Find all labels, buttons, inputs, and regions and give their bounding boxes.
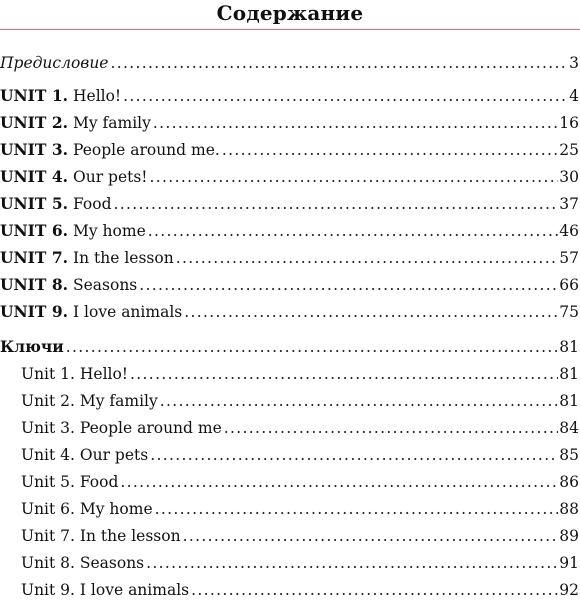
toc-entry-label xyxy=(0,191,112,217)
toc-entry-unit-8[interactable] xyxy=(0,272,580,298)
toc-entry-unit-3[interactable] xyxy=(0,137,580,163)
toc-entry-key-unit-1[interactable] xyxy=(0,361,580,387)
toc-page-number: 4 xyxy=(569,87,579,105)
unit-number: UNIT 1. xyxy=(0,86,69,105)
unit-title: My home xyxy=(73,222,146,240)
toc-page-number: 16 xyxy=(559,114,579,132)
toc-page-number: 75 xyxy=(559,303,579,321)
toc-page-number: 81 xyxy=(559,365,579,383)
unit-title: People around me. xyxy=(73,141,220,159)
unit-title: Seasons xyxy=(73,276,138,294)
dot-leader xyxy=(183,523,559,549)
unit-title: In the lesson xyxy=(73,249,174,267)
toc-entry-key-unit-7[interactable] xyxy=(0,523,580,549)
dot-leader xyxy=(155,496,559,522)
toc-entry-label: Unit 4. Our pets xyxy=(21,446,149,464)
dot-leader xyxy=(150,164,559,190)
toc-entry-label: Unit 2. My family xyxy=(21,392,158,410)
unit-number: UNIT 8. xyxy=(0,275,69,294)
toc-page-number: 57 xyxy=(559,249,579,267)
dot-leader xyxy=(114,191,559,217)
toc-entry-label: Unit 6. My home xyxy=(21,500,153,518)
toc-page-number: 46 xyxy=(559,222,579,240)
toc-page-number: 88 xyxy=(559,500,579,518)
toc-page-number: 3 xyxy=(569,54,579,72)
toc-entry-key-unit-6[interactable] xyxy=(0,496,580,522)
toc-page-number: 84 xyxy=(559,419,579,437)
unit-number: UNIT 3. xyxy=(0,140,69,159)
toc-entry-key-unit-8[interactable] xyxy=(0,550,580,576)
toc-entry-unit-1[interactable] xyxy=(0,83,580,109)
title-divider xyxy=(0,29,580,30)
unit-title: Food xyxy=(73,195,112,213)
unit-number: UNIT 7. xyxy=(0,248,69,267)
toc-entry-label xyxy=(0,164,148,190)
unit-title: Hello! xyxy=(73,87,122,105)
dot-leader xyxy=(130,361,558,387)
dot-leader xyxy=(222,137,558,163)
unit-number: UNIT 9. xyxy=(0,302,69,321)
toc-entry-label: Unit 7. In the lesson xyxy=(21,527,181,545)
toc-entry-key-unit-3[interactable] xyxy=(0,415,580,441)
toc-page-number: 37 xyxy=(559,195,579,213)
unit-number: UNIT 6. xyxy=(0,221,69,240)
toc-entry-label xyxy=(0,83,121,109)
toc-entry-unit-4[interactable] xyxy=(0,164,580,190)
toc-page-number: 92 xyxy=(559,581,579,599)
toc-entry-label: Предисловие xyxy=(0,54,109,72)
toc-entry-keys[interactable] xyxy=(0,334,580,360)
toc-entry-unit-2[interactable] xyxy=(0,110,580,136)
dot-leader xyxy=(191,577,558,603)
toc-entry-preface[interactable] xyxy=(0,50,580,76)
toc-page-number: 85 xyxy=(559,446,579,464)
unit-title: I love animals xyxy=(73,303,183,321)
toc-entry-label: Ключи xyxy=(0,337,64,356)
toc-page-number: 81 xyxy=(559,338,579,356)
unit-title: Our pets! xyxy=(73,168,148,186)
toc-entry-label xyxy=(0,110,151,136)
toc-entry-label: Unit 8. Seasons xyxy=(21,554,145,572)
dot-leader xyxy=(139,272,558,298)
toc-entry-label xyxy=(0,218,146,244)
dot-leader xyxy=(224,415,559,441)
toc-entry-label xyxy=(0,299,182,325)
unit-number: UNIT 5. xyxy=(0,194,69,213)
toc-entry-label: Unit 9. I love animals xyxy=(21,581,190,599)
dot-leader xyxy=(66,334,559,360)
dot-leader xyxy=(148,218,559,244)
toc-page-number: 89 xyxy=(559,527,579,545)
toc-entry-unit-6[interactable] xyxy=(0,218,580,244)
unit-number: UNIT 2. xyxy=(0,113,69,132)
dot-leader xyxy=(120,469,558,495)
toc-page-number: 25 xyxy=(559,141,579,159)
toc-entry-label xyxy=(0,137,220,163)
toc-entry-key-unit-4[interactable] xyxy=(0,442,580,468)
dot-leader xyxy=(184,299,558,325)
unit-number: UNIT 4. xyxy=(0,167,69,186)
dot-leader xyxy=(150,442,558,468)
dot-leader xyxy=(160,388,558,414)
unit-title: My family xyxy=(73,114,151,132)
toc-page-number: 86 xyxy=(559,473,579,491)
toc-entry-key-unit-9[interactable] xyxy=(0,577,580,603)
dot-leader xyxy=(153,110,558,136)
toc-entry-label: Unit 3. People around me xyxy=(21,419,222,437)
toc-entry-key-unit-5[interactable] xyxy=(0,469,580,495)
toc-page-number: 30 xyxy=(559,168,579,186)
toc-page-number: 81 xyxy=(559,392,579,410)
toc-entry-key-unit-2[interactable] xyxy=(0,388,580,414)
toc-entry-label xyxy=(0,245,174,271)
dot-leader xyxy=(110,50,568,76)
toc-page-number: 66 xyxy=(559,276,579,294)
dot-leader xyxy=(123,83,568,109)
toc-entry-label: Unit 1. Hello! xyxy=(21,365,129,383)
toc-entry-label: Unit 5. Food xyxy=(21,473,119,491)
dot-leader xyxy=(176,245,559,271)
dot-leader xyxy=(146,550,558,576)
toc-entry-unit-7[interactable] xyxy=(0,245,580,271)
toc-entry-label xyxy=(0,272,137,298)
toc-page-number: 91 xyxy=(559,554,579,572)
toc-entry-unit-9[interactable] xyxy=(0,299,580,325)
toc-entry-unit-5[interactable] xyxy=(0,191,580,217)
page-title: Содержание xyxy=(216,1,364,25)
